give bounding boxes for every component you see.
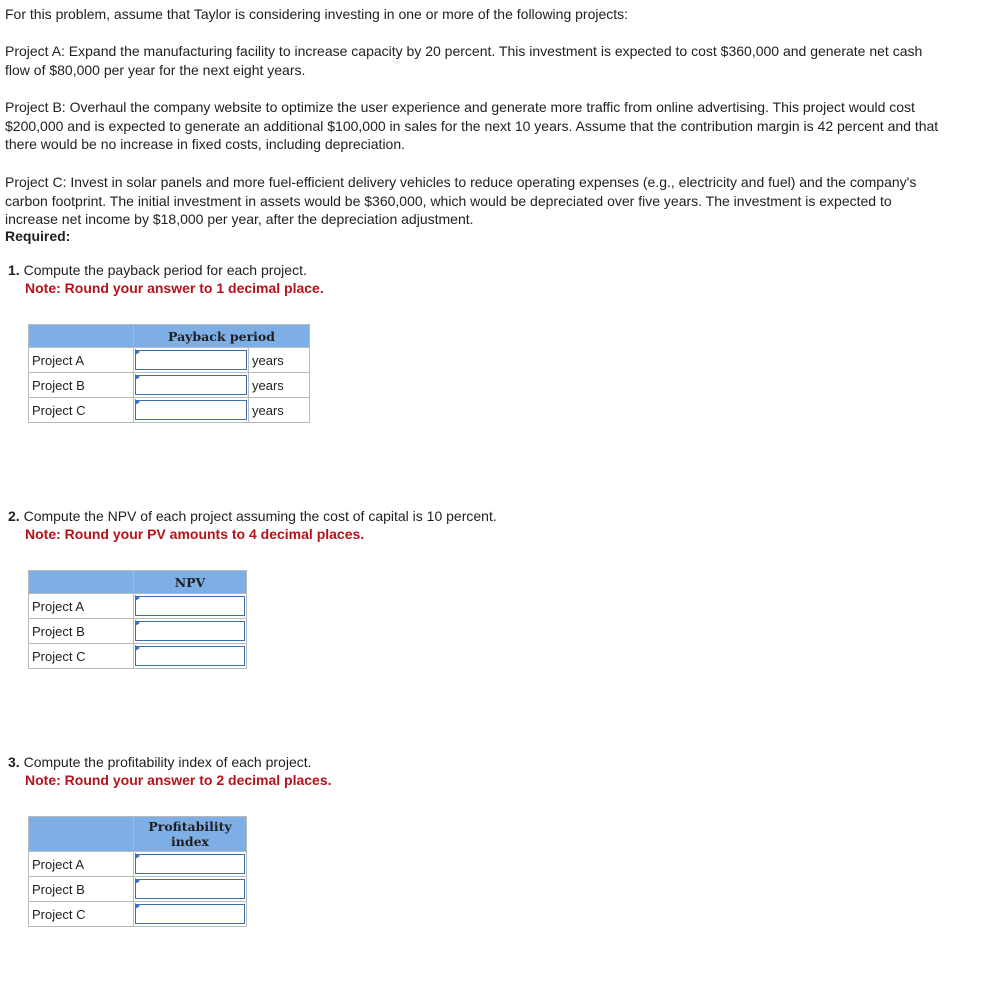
profitability-header-line1: Profitability [148,819,232,834]
answer-marker-icon [135,903,140,909]
npv-table [28,570,247,669]
question-3-number: 3. [8,754,20,770]
question-1-note: Note: Round your answer to 1 decimal place. [25,280,324,296]
question-1-number: 1. [8,262,20,278]
table-row [29,852,247,877]
project-a-description: Project A: Expand the manufacturing facility to increase capacity by 20 percent. This investment is expected to cost $360,000 and generate net cash flow of $80,000 per year for the next eight years. [5,43,923,78]
profitability-input-project-a[interactable] [135,854,245,874]
profitability-row-label-c: Project C [29,902,134,927]
payback-header-blank [29,325,134,348]
profitability-row-label-a: Project A [29,852,134,877]
question-3-text: Compute the profitability index of each project. [23,754,312,770]
project-b-description: Project B: Overhaul the company website to optimize the user experience and generate more traffic from online advertising. This project would cost $200,000 and is expected to generate an additional $100,000 in sales for the next 10 years. Assume that the contribution margin is 42 percent and that there would be no increase in fixed costs, including depreciation. [5,99,939,152]
table-row [29,594,247,619]
profitability-header-row [29,817,247,852]
answer-marker-icon [135,595,140,601]
npv-header: NPV [134,571,247,594]
profitability-header-line2: index [171,834,209,849]
payback-header-row [29,325,310,348]
profitability-input-cell-c [134,902,247,927]
npv-input-cell-a [134,594,247,619]
table-row [29,398,310,423]
npv-row-label-b: Project B [29,619,134,644]
table-row [29,373,310,398]
answer-marker-icon [135,374,140,380]
payback-table [28,324,310,423]
table-row [29,619,247,644]
profitability-input-project-c[interactable] [135,904,245,924]
payback-row-label-a: Project A [29,348,134,373]
required-label: Required: [5,228,71,244]
npv-input-cell-b [134,619,247,644]
profitability-table [28,816,247,927]
payback-unit-c: years [249,398,310,423]
question-3-note: Note: Round your answer to 2 decimal places. [25,772,332,788]
profitability-input-project-b[interactable] [135,879,245,899]
npv-input-project-c[interactable] [135,646,245,666]
profitability-input-cell-a [134,852,247,877]
question-2-note: Note: Round your PV amounts to 4 decimal places. [25,526,365,542]
answer-marker-icon [135,349,140,355]
question-2-number: 2. [8,508,20,524]
npv-header-blank [29,571,134,594]
payback-input-cell-b [134,373,249,398]
question-3 [8,753,312,771]
npv-input-project-b[interactable] [135,621,245,641]
payback-header: Payback period [134,325,310,348]
question-1-text: Compute the payback period for each project. [23,262,307,278]
answer-marker-icon [135,620,140,626]
npv-input-project-a[interactable] [135,596,245,616]
profitability-header [134,817,247,852]
table-row [29,644,247,669]
table-row [29,348,310,373]
project-c-description: Project C: Invest in solar panels and more fuel-efficient delivery vehicles to reduce operating expenses (e.g., electricity and fuel) and the company's carbon footprint. The initial investment in assets would be $360,000, which would be depreciated over five years. The investment is expected to increase net income by $18,000 per year, after the depreciation adjustment. [5,174,917,227]
payback-unit-a: years [249,348,310,373]
npv-input-cell-c [134,644,247,669]
answer-marker-icon [135,853,140,859]
payback-input-cell-a [134,348,249,373]
question-2 [8,507,497,525]
intro-text: For this problem, assume that Taylor is considering investing in one or more of the following projects: [5,6,629,22]
answer-marker-icon [135,399,140,405]
table-row [29,902,247,927]
question-2-text: Compute the NPV of each project assuming the cost of capital is 10 percent. [23,508,497,524]
payback-input-project-b[interactable] [135,375,247,395]
payback-row-label-c: Project C [29,398,134,423]
table-row [29,877,247,902]
profitability-input-cell-b [134,877,247,902]
answer-marker-icon [135,878,140,884]
payback-unit-b: years [249,373,310,398]
answer-marker-icon [135,645,140,651]
payback-input-project-a[interactable] [135,350,247,370]
npv-row-label-a: Project A [29,594,134,619]
payback-input-project-c[interactable] [135,400,247,420]
npv-header-row [29,571,247,594]
profitability-header-blank [29,817,134,852]
payback-row-label-b: Project B [29,373,134,398]
question-1 [8,261,307,279]
payback-input-cell-c [134,398,249,423]
profitability-row-label-b: Project B [29,877,134,902]
npv-row-label-c: Project C [29,644,134,669]
